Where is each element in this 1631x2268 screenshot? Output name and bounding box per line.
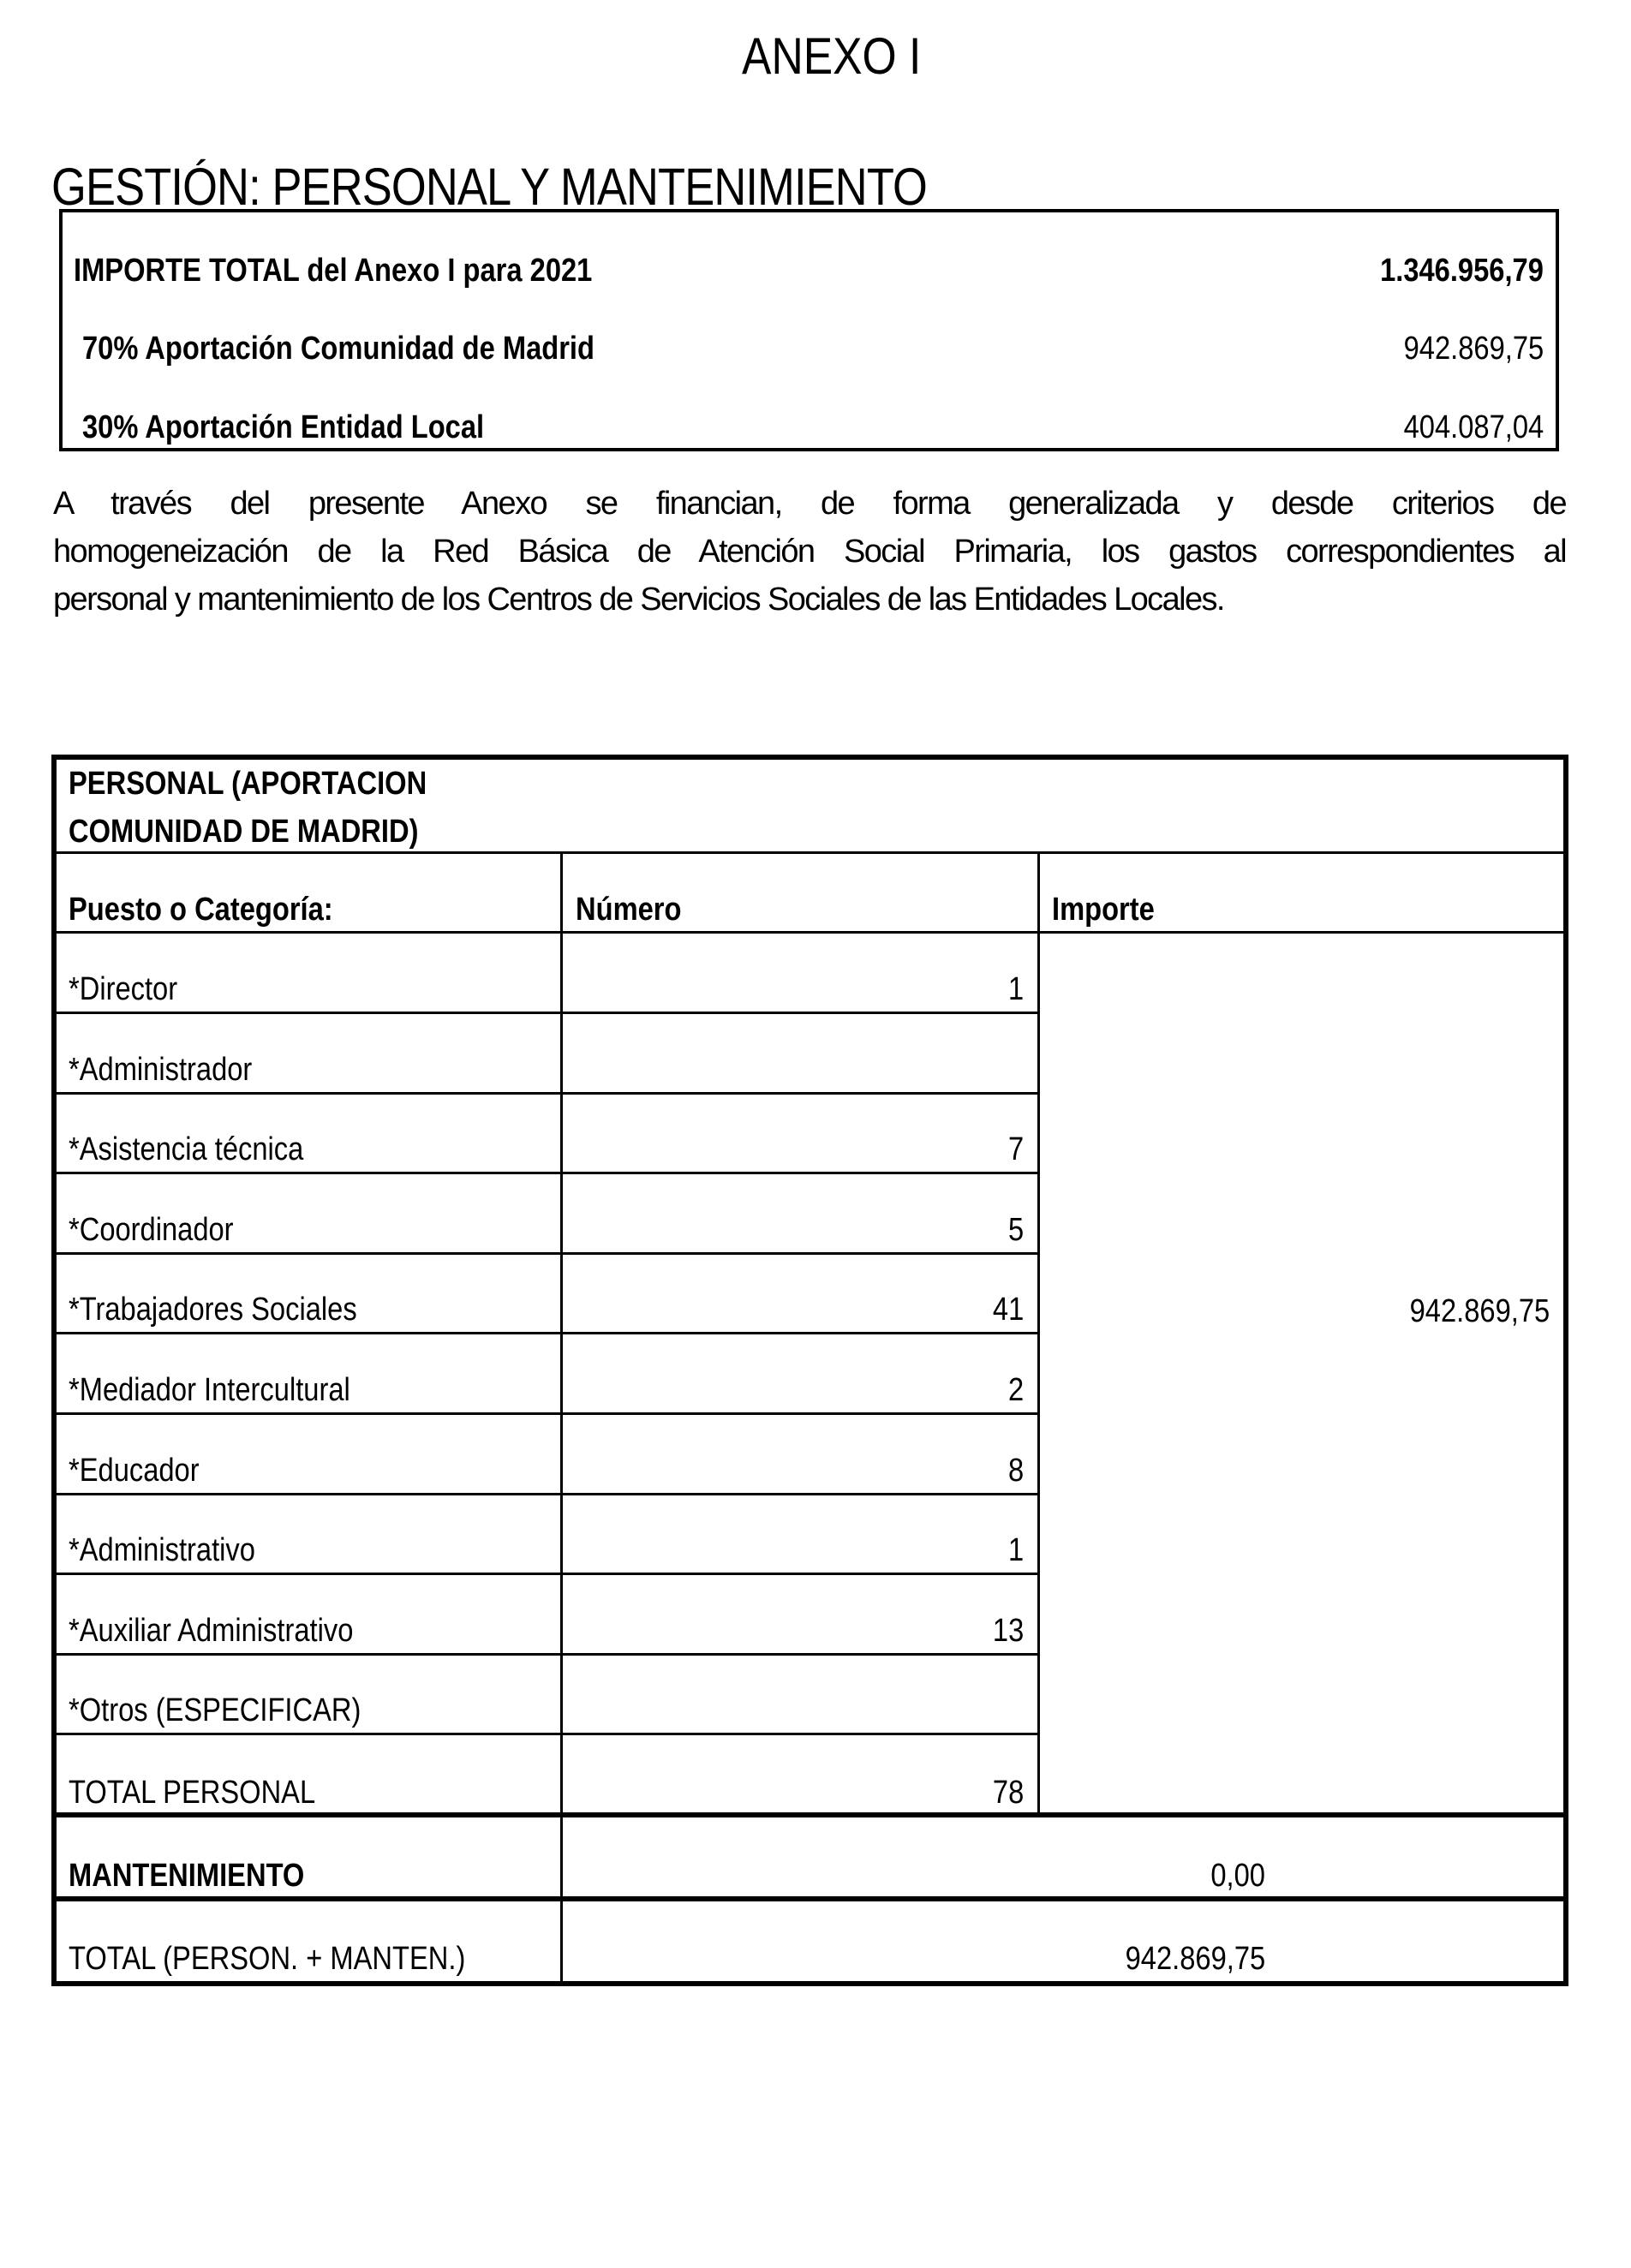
table-row-category: *Educador [69,1453,200,1489]
header-category: Puesto o Categoría: [69,892,333,928]
summary-cm-label: 70% Aportación Comunidad de Madrid [82,331,594,367]
table-row-number: 2 [1007,1372,1024,1408]
table-row-number: 8 [1007,1453,1024,1489]
table-row-number: 41 [992,1292,1024,1328]
table-row-category: *Auxiliar Administrativo [69,1613,354,1649]
row-divider-thick [51,1896,1568,1901]
divider [51,851,1568,854]
maintenance-value: 0,00 [1210,1858,1265,1894]
summary-cm-value: 942.869,75 [1403,331,1544,367]
table-row-number: 7 [1007,1131,1024,1167]
document-title: ANEXO I [742,27,922,85]
table-row-category: *Trabajadores Sociales [69,1292,357,1328]
paragraph-line: personal y mantenimiento de los Centros de Servicios Sociales de las Entidades Locales. [53,582,1224,618]
summary-local-label: 30% Aportación Entidad Local [82,409,485,445]
column-divider [1037,852,1040,1817]
table-row-category: *Asistencia técnica [69,1131,304,1167]
table-row-number: 13 [992,1613,1024,1649]
summary-local-value: 404.087,04 [1403,409,1544,445]
grand-total-label: TOTAL (PERSON. + MANTEN.) [69,1941,466,1977]
section-heading: GESTIÓN: PERSONAL Y MANTENIMIENTO [51,158,928,216]
table-border-bottom [51,1981,1568,1986]
header-number: Número [576,892,682,928]
row-divider-thick [51,1812,1568,1817]
row-divider [51,1012,1039,1014]
table-row-category: *Director [69,971,178,1007]
row-divider [51,1412,1039,1415]
row-divider [51,1573,1039,1575]
summary-total-value: 1.346.956,79 [1380,253,1544,289]
table-border-right [1563,755,1568,1986]
total-personal-label: TOTAL PERSONAL [69,1775,316,1811]
row-divider [51,1172,1039,1174]
row-divider [51,1653,1039,1656]
table-row-category: *Coordinador [69,1212,234,1248]
section-title: PERSONAL (APORTACION [69,766,427,802]
table-row-category: *Otros (ESPECIFICAR) [69,1692,361,1728]
paragraph-line: homogeneización de la Red Básica de Atención Social Primaria, los gastos correspondientes al [53,534,1566,570]
table-row-number: 1 [1007,1532,1024,1568]
section-title: COMUNIDAD DE MADRID) [69,814,419,850]
total-personal-number: 78 [992,1775,1024,1811]
table-row-category: *Administrativo [69,1532,255,1568]
table-row-category: *Administrador [69,1052,253,1088]
row-divider [51,1733,1039,1735]
table-row-number: 5 [1007,1212,1024,1248]
row-divider [51,1092,1039,1095]
personal-amount: 942.869,75 [1409,1293,1550,1329]
row-divider [51,1493,1039,1495]
divider [51,931,1568,934]
paragraph-line: A través del presente Anexo se financian, de forma generalizada y desde criterios de [53,486,1566,522]
summary-total-label: IMPORTE TOTAL del Anexo I para 2021 [74,253,593,289]
table-row-number: 1 [1007,971,1024,1007]
table-border-left [51,755,57,1986]
table-row-category: *Mediador Intercultural [69,1372,350,1408]
table-border-top [51,755,1568,760]
row-divider [51,1332,1039,1334]
description-paragraph [53,480,1566,624]
maintenance-label: MANTENIMIENTO [69,1858,305,1894]
header-amount: Importe [1052,892,1155,928]
row-divider [51,1252,1039,1255]
grand-total-value: 942.869,75 [1125,1941,1265,1977]
